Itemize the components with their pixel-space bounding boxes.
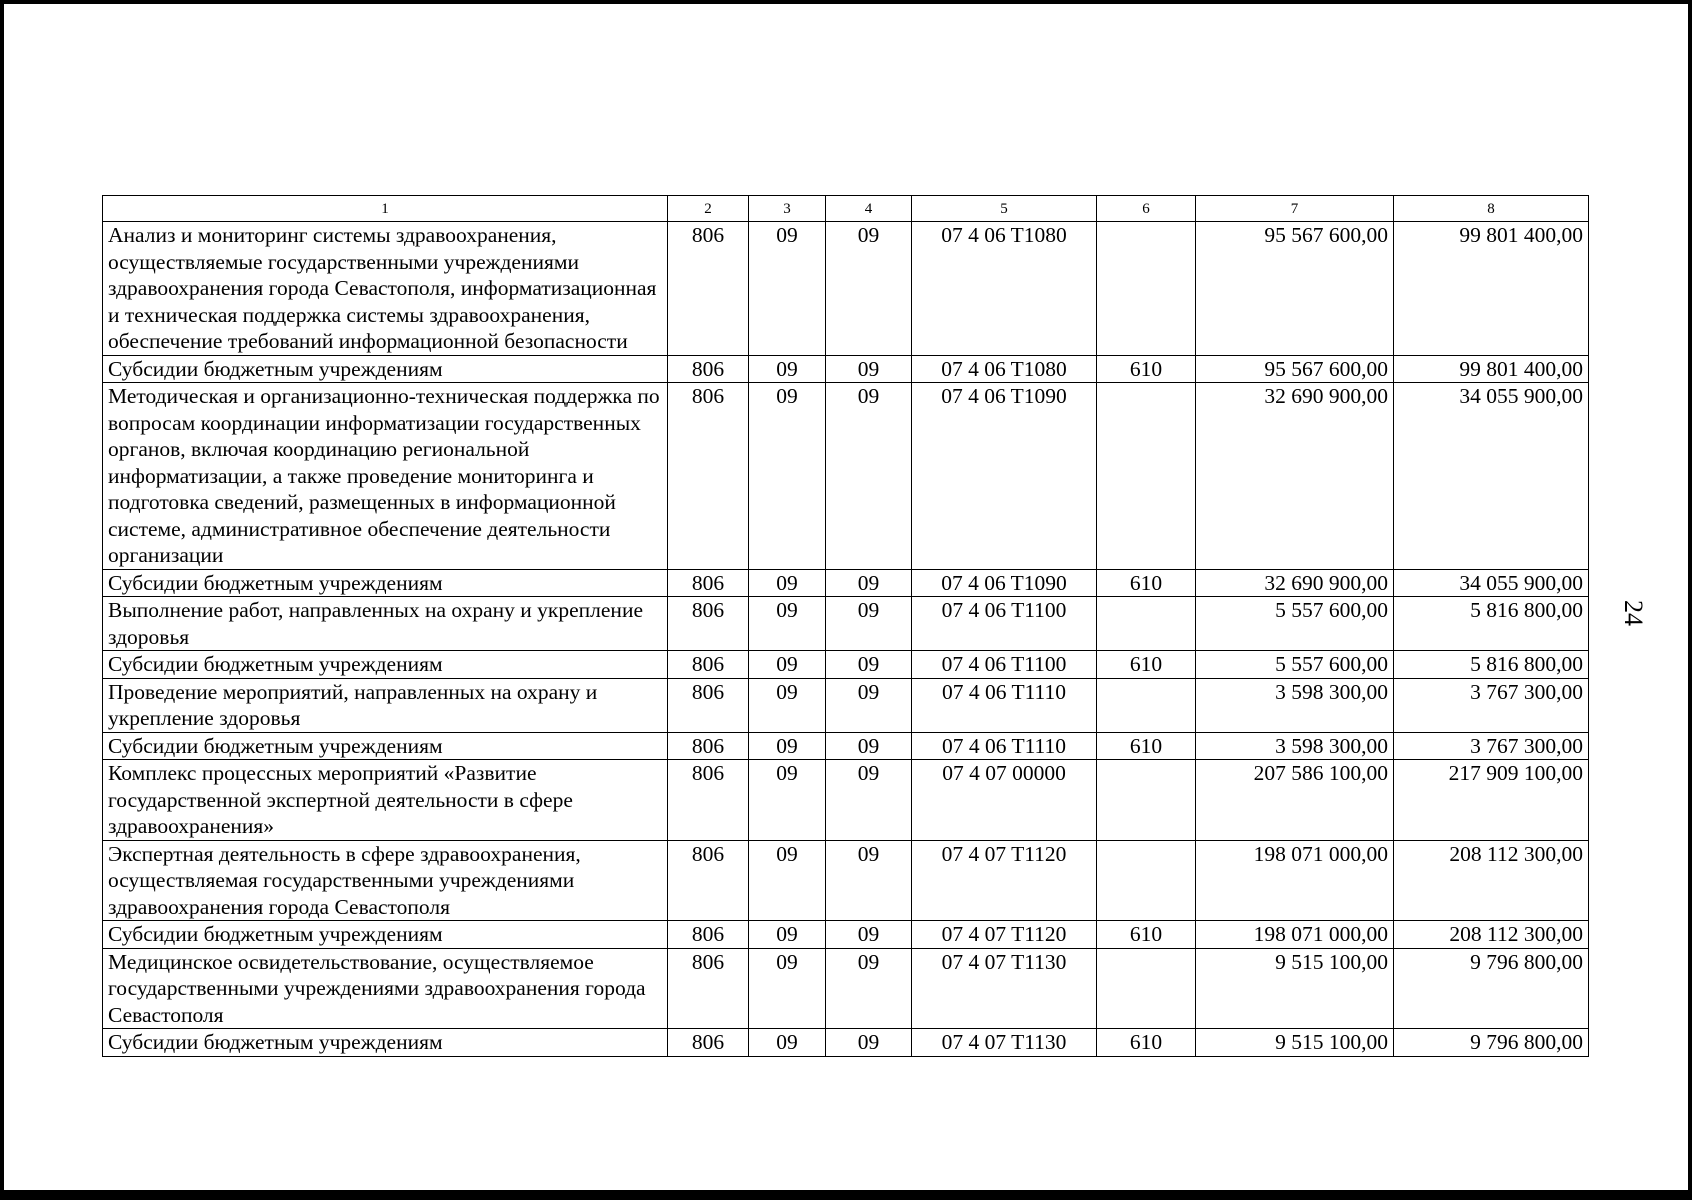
row-amount-year-2: 217 909 100,00 [1394, 760, 1589, 841]
row-subsection-code: 09 [826, 760, 912, 841]
row-amount-year-2: 34 055 900,00 [1394, 383, 1589, 570]
row-subsection-code: 09 [826, 383, 912, 570]
table-row [103, 355, 1589, 383]
row-target-item-code: 07 4 06 T1100 [912, 651, 1097, 679]
row-subsection-code: 09 [826, 222, 912, 356]
row-description: Проведение мероприятий, направленных на охрану и укрепление здоровья [103, 678, 668, 732]
row-amount-year-2: 3 767 300,00 [1394, 732, 1589, 760]
row-ved-code: 806 [668, 732, 749, 760]
row-expense-type-code: 610 [1097, 921, 1196, 949]
column-header: 3 [749, 196, 826, 222]
row-ved-code: 806 [668, 569, 749, 597]
row-amount-year-1: 3 598 300,00 [1196, 678, 1394, 732]
row-description: Субсидии бюджетным учреждениям [103, 921, 668, 949]
row-description: Медицинское освидетельствование, осуществляемое государственными учреждениями здравоохранения города Севастополя [103, 948, 668, 1029]
scan-border-left [0, 0, 4, 1200]
table-row [103, 597, 1589, 651]
row-description: Экспертная деятельность в сфере здравоохранения, осуществляемая государственными учреждениями здравоохранения города Севастополя [103, 840, 668, 921]
row-description: Субсидии бюджетным учреждениям [103, 355, 668, 383]
header-row [103, 196, 1589, 222]
scan-border-bottom [0, 1190, 1692, 1200]
row-target-item-code: 07 4 07 00000 [912, 760, 1097, 841]
row-amount-year-1: 198 071 000,00 [1196, 840, 1394, 921]
row-amount-year-1: 95 567 600,00 [1196, 355, 1394, 383]
row-target-item-code: 07 4 07 T1120 [912, 840, 1097, 921]
row-target-item-code: 07 4 07 T1130 [912, 1029, 1097, 1057]
row-description: Субсидии бюджетным учреждениям [103, 569, 668, 597]
table-row [103, 1029, 1589, 1057]
table-row [103, 921, 1589, 949]
row-ved-code: 806 [668, 355, 749, 383]
row-description: Выполнение работ, направленных на охрану и укрепление здоровья [103, 597, 668, 651]
page-number: 24 [1619, 600, 1648, 626]
row-target-item-code: 07 4 07 T1130 [912, 948, 1097, 1029]
row-expense-type-code: 610 [1097, 651, 1196, 679]
row-description: Субсидии бюджетным учреждениям [103, 732, 668, 760]
row-section-code: 09 [749, 948, 826, 1029]
row-subsection-code: 09 [826, 921, 912, 949]
row-amount-year-1: 32 690 900,00 [1196, 569, 1394, 597]
column-header: 8 [1394, 196, 1589, 222]
row-description: Комплекс процессных мероприятий «Развитие государственной экспертной деятельности в сфере здравоохранения» [103, 760, 668, 841]
row-target-item-code: 07 4 06 T1110 [912, 732, 1097, 760]
row-description: Методическая и организационно-техническая поддержка по вопросам координации информатизации государственных органов, включая координацию региональной информатизации, а также проведение мониторинга и подготовка сведений, размещенных в информационной системе, административное обеспечение деятельности организации [103, 383, 668, 570]
row-amount-year-2: 9 796 800,00 [1394, 948, 1589, 1029]
row-subsection-code: 09 [826, 732, 912, 760]
scan-border-right [1688, 0, 1692, 1200]
row-amount-year-1: 9 515 100,00 [1196, 1029, 1394, 1057]
table-row [103, 760, 1589, 841]
row-section-code: 09 [749, 355, 826, 383]
table-row [103, 383, 1589, 570]
table-row [103, 948, 1589, 1029]
row-amount-year-1: 207 586 100,00 [1196, 760, 1394, 841]
table-row [103, 222, 1589, 356]
row-subsection-code: 09 [826, 1029, 912, 1057]
row-target-item-code: 07 4 06 T1110 [912, 678, 1097, 732]
column-header: 6 [1097, 196, 1196, 222]
row-amount-year-2: 208 112 300,00 [1394, 840, 1589, 921]
row-description: Анализ и мониторинг системы здравоохранения, осуществляемые государственными учреждениями здравоохранения города Севастополя, информатизационная и техническая поддержка системы здравоохранения, обеспечение требований информационной безопасности [103, 222, 668, 356]
row-section-code: 09 [749, 732, 826, 760]
row-subsection-code: 09 [826, 355, 912, 383]
row-expense-type-code [1097, 948, 1196, 1029]
row-amount-year-2: 99 801 400,00 [1394, 222, 1589, 356]
row-subsection-code: 09 [826, 597, 912, 651]
row-expense-type-code [1097, 760, 1196, 841]
row-description: Субсидии бюджетным учреждениям [103, 651, 668, 679]
table-body [103, 222, 1589, 1057]
row-amount-year-2: 9 796 800,00 [1394, 1029, 1589, 1057]
row-amount-year-1: 32 690 900,00 [1196, 383, 1394, 570]
row-ved-code: 806 [668, 760, 749, 841]
row-expense-type-code: 610 [1097, 1029, 1196, 1057]
row-section-code: 09 [749, 678, 826, 732]
row-subsection-code: 09 [826, 948, 912, 1029]
row-ved-code: 806 [668, 840, 749, 921]
row-section-code: 09 [749, 569, 826, 597]
row-amount-year-1: 198 071 000,00 [1196, 921, 1394, 949]
row-amount-year-2: 34 055 900,00 [1394, 569, 1589, 597]
row-section-code: 09 [749, 383, 826, 570]
row-amount-year-1: 9 515 100,00 [1196, 948, 1394, 1029]
row-subsection-code: 09 [826, 678, 912, 732]
row-amount-year-1: 3 598 300,00 [1196, 732, 1394, 760]
row-subsection-code: 09 [826, 569, 912, 597]
row-ved-code: 806 [668, 383, 749, 570]
column-header: 5 [912, 196, 1097, 222]
row-ved-code: 806 [668, 678, 749, 732]
row-section-code: 09 [749, 840, 826, 921]
row-section-code: 09 [749, 222, 826, 356]
row-target-item-code: 07 4 06 T1090 [912, 383, 1097, 570]
table-row [103, 840, 1589, 921]
row-section-code: 09 [749, 651, 826, 679]
row-section-code: 09 [749, 921, 826, 949]
row-section-code: 09 [749, 597, 826, 651]
column-header: 4 [826, 196, 912, 222]
row-amount-year-1: 5 557 600,00 [1196, 651, 1394, 679]
row-ved-code: 806 [668, 921, 749, 949]
row-amount-year-1: 95 567 600,00 [1196, 222, 1394, 356]
row-ved-code: 806 [668, 1029, 749, 1057]
row-amount-year-1: 5 557 600,00 [1196, 597, 1394, 651]
row-target-item-code: 07 4 07 T1120 [912, 921, 1097, 949]
row-expense-type-code [1097, 597, 1196, 651]
budget-table [102, 195, 1589, 1057]
row-section-code: 09 [749, 760, 826, 841]
row-section-code: 09 [749, 1029, 826, 1057]
row-expense-type-code [1097, 840, 1196, 921]
row-target-item-code: 07 4 06 T1090 [912, 569, 1097, 597]
column-header: 1 [103, 196, 668, 222]
row-expense-type-code [1097, 222, 1196, 356]
row-expense-type-code: 610 [1097, 569, 1196, 597]
row-expense-type-code [1097, 678, 1196, 732]
table-row [103, 732, 1589, 760]
row-expense-type-code: 610 [1097, 355, 1196, 383]
table-row [103, 651, 1589, 679]
row-expense-type-code: 610 [1097, 732, 1196, 760]
column-header: 2 [668, 196, 749, 222]
row-ved-code: 806 [668, 651, 749, 679]
table-row [103, 569, 1589, 597]
row-ved-code: 806 [668, 597, 749, 651]
table-row [103, 678, 1589, 732]
row-subsection-code: 09 [826, 840, 912, 921]
row-target-item-code: 07 4 06 T1080 [912, 355, 1097, 383]
row-target-item-code: 07 4 06 T1100 [912, 597, 1097, 651]
row-amount-year-2: 99 801 400,00 [1394, 355, 1589, 383]
row-ved-code: 806 [668, 222, 749, 356]
row-amount-year-2: 208 112 300,00 [1394, 921, 1589, 949]
row-expense-type-code [1097, 383, 1196, 570]
column-header: 7 [1196, 196, 1394, 222]
row-subsection-code: 09 [826, 651, 912, 679]
row-description: Субсидии бюджетным учреждениям [103, 1029, 668, 1057]
row-amount-year-2: 5 816 800,00 [1394, 651, 1589, 679]
scan-border-top [0, 0, 1692, 4]
row-ved-code: 806 [668, 948, 749, 1029]
row-amount-year-2: 5 816 800,00 [1394, 597, 1589, 651]
row-amount-year-2: 3 767 300,00 [1394, 678, 1589, 732]
row-target-item-code: 07 4 06 T1080 [912, 222, 1097, 356]
